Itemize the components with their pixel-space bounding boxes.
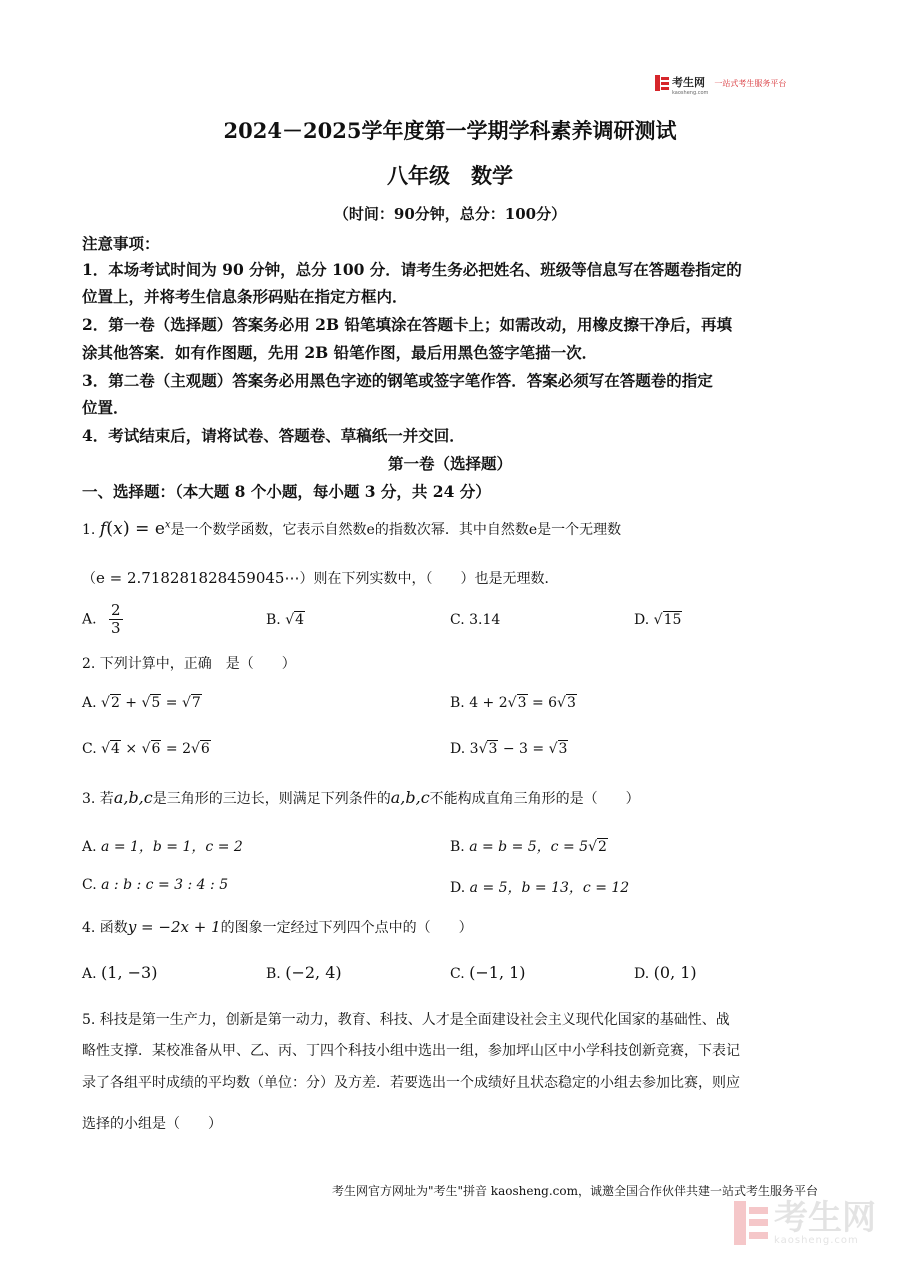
q1-option-a[interactable]: A. $\frac{2}{3}$ <box>82 601 121 637</box>
exam-title: 2024－2025学年度第一学期学科素养调研测试 <box>223 118 677 143</box>
question-1-stem: 1. $f(x) = e^x$是一个数学函数，它表示自然数e的指数次幂．其中自然数e是一个无理数 <box>82 518 622 539</box>
footer-text: 考生网官方网址为"考生"拼音 kaosheng.com，诚邀全国合作伙伴共建一站式考生服务平台 <box>331 1184 818 1198</box>
question-4-stem: 4. 函数y = −2x + 1的图象一定经过下列四个点中的（ ） <box>82 918 473 936</box>
q4-option-d[interactable]: D. (0, 1) <box>634 963 697 982</box>
note-3b: 位置． <box>82 398 129 417</box>
notes-heading: 注意事项： <box>82 234 160 253</box>
note-1a: 1．本场考试时间为 90 分钟，总分 100 分．请考生务必把姓名、班级等信息写在答题卷指定的 <box>82 260 742 279</box>
section-part: 第一卷（选择题） <box>387 454 512 473</box>
q3-option-d[interactable]: D. a = 5，b = 13，c = 12 <box>450 880 630 896</box>
section-heading: 一、选择题：（本大题 8 个小题，每小题 3 分，共 24 分） <box>82 482 491 501</box>
watermark-logo <box>734 1200 876 1246</box>
question-3-stem: 3. 若a,b,c是三角形的三边长，则满足下列条件的a,b,c不能构成直角三角形的是（ ） <box>82 788 640 807</box>
q1-option-d[interactable]: D. √15 <box>634 612 682 628</box>
note-1b: 位置上，并将考生信息条形码贴在指定方框内． <box>82 287 408 306</box>
exam-info: （时间：90分钟，总分：100分） <box>333 205 567 223</box>
watermark-name: 考生网 <box>774 1198 876 1238</box>
q2-option-d[interactable]: D. 3√3 − 3 = √3 <box>450 741 568 757</box>
q3-option-b[interactable]: B. a = b = 5，c = 5√2 <box>450 839 607 855</box>
header-logo <box>655 74 787 96</box>
q4-option-c[interactable]: C. (−1, 1) <box>450 963 526 982</box>
q2-option-a[interactable]: A. √2 + √5 = √7 <box>82 695 201 711</box>
q1-option-c[interactable]: C. 3.14 <box>450 612 501 628</box>
logo-domain: kaosheng.com <box>672 89 709 96</box>
logo-slogan: 一站式考生服务平台 <box>714 78 787 88</box>
note-3a: 3．第二卷（主观题）答案务必用黑色字迹的钢笔或签字笔作答．答案必须写在答题卷的指定 <box>82 371 713 390</box>
q4-option-b[interactable]: B. (−2, 4) <box>266 963 342 982</box>
note-4: 4．考试结束后，请将试卷、答题卷、草稿纸一并交回． <box>82 426 465 445</box>
question-5-line2: 略性支撑．某校准备从甲、乙、丙、丁四个科技小组中选出一组，参加坪山区中小学科技创新竞赛，下表记 <box>82 1043 740 1059</box>
logo-name: 考生网 <box>672 75 705 89</box>
q2-option-b[interactable]: B. 4 + 2√3 = 6√3 <box>450 695 576 711</box>
q1-option-b[interactable]: B. √4 <box>266 612 305 628</box>
exam-subject: 八年级 数学 <box>387 163 513 188</box>
kaosheng-logo-icon <box>655 75 669 91</box>
question-1-line2: （e = 2.718281828459045⋯）则在下列实数中，（ ）也是无理数． <box>82 569 559 587</box>
question-5-line3: 录了各组平时成绩的平均数（单位：分）及方差．若要选出一个成绩好且状态稳定的小组去参加比赛，则应 <box>82 1075 740 1091</box>
q3-option-c[interactable]: C. a : b : c = 3 : 4 : 5 <box>82 877 229 893</box>
q2-option-c[interactable]: C. √4 × √6 = 2√6 <box>82 741 210 757</box>
watermark-domain: kaosheng.com <box>774 1235 859 1246</box>
question-5-line4: 选择的小组是（ ） <box>82 1116 222 1132</box>
q4-option-a[interactable]: A. (1, −3) <box>82 963 158 982</box>
note-2b: 涂其他答案．如有作图题，先用 2B 铅笔作图，最后用黑色签字笔描一次． <box>82 343 598 362</box>
note-2a: 2．第一卷（选择题）答案务必用 2B 铅笔填涂在答题卡上；如需改动，用橡皮擦干净后，再填 <box>82 315 732 334</box>
q3-option-a[interactable]: A. a = 1，b = 1，c = 2 <box>82 839 243 855</box>
question-2-stem: 2. 下列计算中，正确 是（ ） <box>82 656 296 672</box>
kaosheng-watermark-icon <box>734 1201 768 1245</box>
question-5-line1: 5. 科技是第一生产力，创新是第一动力，教育、科技、人才是全面建设社会主义现代化国家的基础性、战 <box>82 1012 730 1028</box>
